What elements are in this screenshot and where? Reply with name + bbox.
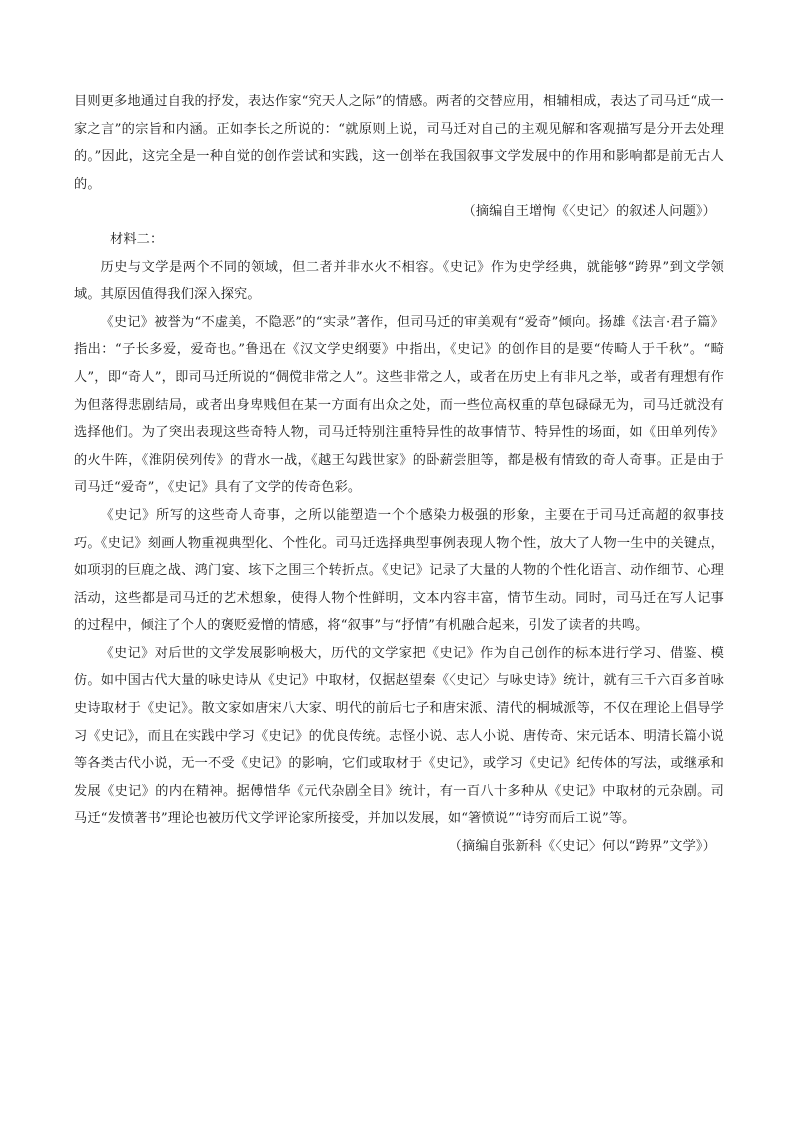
material-two-paragraph-2: 《史记》被誉为“不虚美，不隐恶”的“实录”著作，但司马迁的审美观有“爱奇”倾向。扬雄《法言·君子篇》指出：“子长多爱，爱奇也。”鲁迅在《汉文学史纲要》中指出，《史记》的创作目的是要“传畸人于千秋”。“畸人”，即“奇人”，即司马迁所说的“倜傥非常之人”。这些非常之人，或者在历史上有非凡之举，或者有理想有作为但落得悲剧结局，或者出身卑贱但在某一方面有出众之处，而一些位高权重的草包碌碌无为，司马迁就没有选择他们。为了突出表现这些奇特人物，司马迁特别注重特异性的故事情节、特异性的场面，如《田单列传》的火牛阵，《淮阴侯列传》的背水一战，《越王勾践世家》的卧薪尝胆等，都是极有情致的奇人奇事。正是由于司马迁“爱奇”，《史记》具有了文学的传奇色彩。 xyxy=(74,314,724,496)
material-one-closing-paragraph: 目则更多地通过自我的抒发，表达作家“究天人之际”的情感。两者的交替应用，相辅相成，表达了司马迁“成一家之言”的宗旨和内涵。正如李长之所说的：“就原则上说，司马迁对自己的主观见解和客观描写是分开去处理的。”因此，这完全是一种自觉的创作尝试和实践，这一创举在我国叙事文学发展中的作用和影响都是前无古人的。 xyxy=(74,94,724,192)
material-two-paragraph-1: 历史与文学是两个不同的领域，但二者并非水火不相容。《史记》作为史学经典，就能够“跨界”到文学领域。其原因值得我们深入探究。 xyxy=(74,259,724,303)
article-body xyxy=(74,88,724,861)
material-two-paragraph-3: 《史记》所写的这些奇人奇事，之所以能塑造一个个感染力极强的形象，主要在于司马迁高超的叙事技巧。《史记》刻画人物重视典型化、个性化。司马迁选择典型事例表现人物个性，放大了人物一生中的关键点，如项羽的巨鹿之战、鸿门宴、垓下之围三个转折点。《史记》记录了大量的人物的个性化语言、动作细节、心理活动，这些都是司马迁的艺术想象，使得人物个性鲜明，文本内容丰富，情节生动。同时，司马迁在写人记事的过程中，倾注了个人的褒贬爱憎的情感，将“叙事”与“抒情”有机融合起来，引发了读者的共鸣。 xyxy=(74,507,724,634)
material-two-paragraph-4: 《史记》对后世的文学发展影响极大，历代的文学家把《史记》作为自己创作的标本进行学习、借鉴、模仿。如中国古代大量的咏史诗从《史记》中取材，仅据赵望秦《〈史记〉与咏史诗》统计，就有三千六百多首咏史诗取材于《史记》。散文家如唐宋八大家、明代的前后七子和唐宋派、清代的桐城派等，不仅在理论上倡导学习《史记》，而且在实践中学习《史记》的优良传统。志怪小说、志人小说、唐传奇、宋元话本、明清长篇小说等各类古代小说，无一不受《史记》的影响，它们或取材于《史记》，或学习《史记》纪传体的写法，或继承和发展《史记》的内在精神。据傅惜华《元代杂剧全目》统计，有一百八十多种从《史记》中取材的元杂剧。司马迁“发愤著书”理论也被历代文学评论家所接受，并加以发展，如“箸愤说”“诗穷而后工说”等。 xyxy=(74,645,724,827)
material-two-source: （摘编自张新科《〈史记〉何以“跨界”文学》） xyxy=(448,839,716,855)
material-two-label: 材料二： xyxy=(110,231,164,247)
material-one-source: （摘编自王增恂《〈史记〉的叙述人问题》） xyxy=(462,204,716,220)
